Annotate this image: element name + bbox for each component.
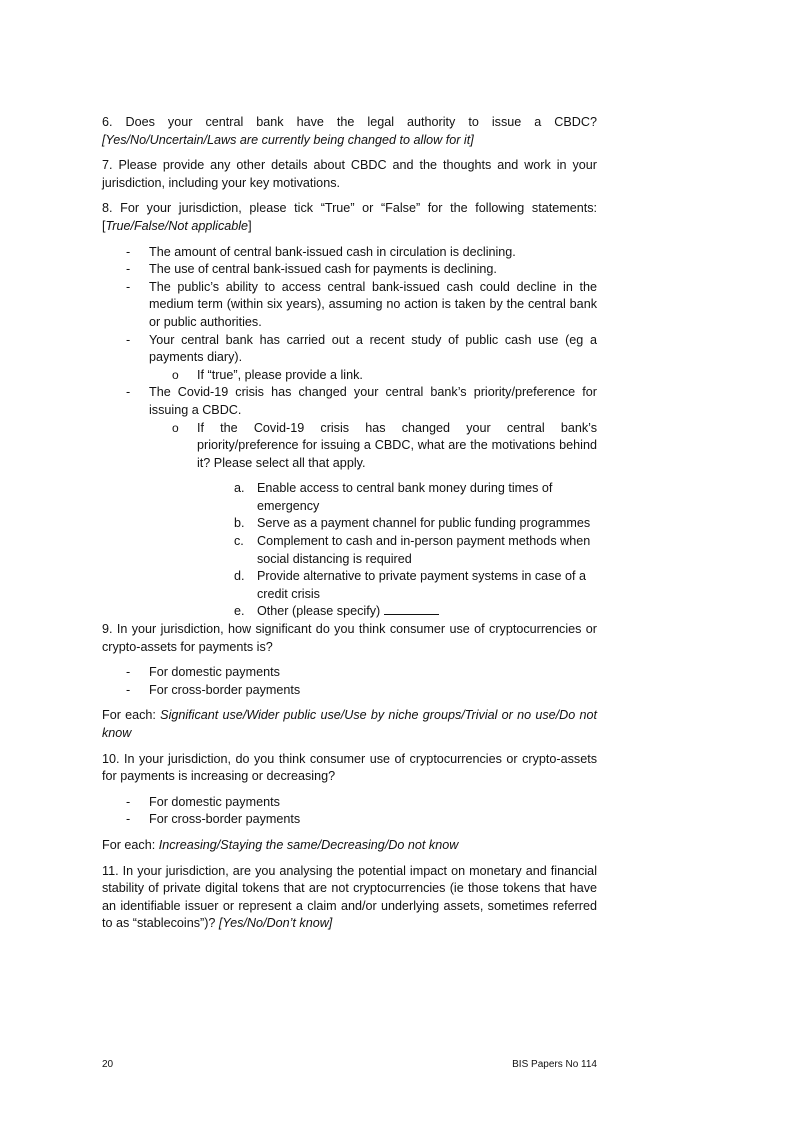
option-text: Enable access to central bank money during times of emergency xyxy=(257,481,553,513)
list-item xyxy=(102,794,597,812)
statement-sublist xyxy=(149,367,597,385)
question-7-text: 7. Please provide any other details about CBDC and the thoughts and work in your jurisdiction, including your key motivations. xyxy=(102,158,597,190)
question-10-for-each xyxy=(102,837,597,855)
question-6-options: [Yes/No/Uncertain/Laws are currently being changed to allow for it] xyxy=(102,132,474,147)
question-8-options-open: [ xyxy=(102,218,106,233)
list-item xyxy=(102,664,597,682)
publication-title: BIS Papers No 114 xyxy=(512,1059,597,1070)
question-8-statements xyxy=(102,244,597,621)
sub-list-item xyxy=(149,420,597,473)
item-text: For cross-border payments xyxy=(149,812,301,827)
sub-list-item xyxy=(149,367,597,385)
for-each-label: For each: xyxy=(102,837,159,852)
question-9 xyxy=(102,621,597,656)
option-text: Other (please specify) xyxy=(257,604,384,619)
for-each-options: Significant use/Wider public use/Use by niche groups/Trivial or no use/Do not know xyxy=(102,708,597,740)
dash-bullet: - xyxy=(126,279,131,294)
list-item xyxy=(102,384,597,621)
motivation-option xyxy=(149,603,597,621)
dash-bullet: - xyxy=(126,682,131,697)
motivation-option xyxy=(149,533,597,568)
option-marker: e. xyxy=(234,604,245,619)
motivation-option xyxy=(149,568,597,603)
list-item xyxy=(102,244,597,262)
question-8-text: 8. For your jurisdiction, please tick “True” or “False” for the following statements: xyxy=(102,201,597,216)
question-8 xyxy=(102,200,597,235)
dash-bullet: - xyxy=(126,665,131,680)
list-item xyxy=(102,332,597,385)
statement-text: The use of central bank-issued cash for payments is declining. xyxy=(149,262,497,277)
item-text: For domestic payments xyxy=(149,794,280,809)
option-text: Serve as a payment channel for public funding programmes xyxy=(257,516,591,531)
dash-bullet: - xyxy=(126,812,131,827)
question-10-items xyxy=(102,794,597,829)
list-item xyxy=(102,261,597,279)
statement-text: The public’s ability to access central bank-issued cash could decline in the medium term (within six years), assuming no action is taken by the central bank or public authorities. xyxy=(149,279,597,329)
option-marker: c. xyxy=(234,534,244,549)
document-body xyxy=(102,114,597,941)
question-11 xyxy=(102,863,597,933)
question-7 xyxy=(102,157,597,192)
dash-bullet: - xyxy=(126,794,131,809)
specify-blank-line[interactable] xyxy=(384,603,439,615)
question-10-text: 10. In your jurisdiction, do you think consumer use of cryptocurrencies or crypto-assets for payments is increasing or decreasing? xyxy=(102,751,597,784)
option-marker: b. xyxy=(234,516,245,531)
circle-bullet: o xyxy=(172,420,179,435)
question-11-text: 11. In your jurisdiction, are you analysing the potential impact on monetary and financial stability of private digital tokens that are not cryptocurrencies (ie those tokens that have an identifiable issuer or represent a claim and/or underlying assets, sometimes referred to as “stablecoins”)? xyxy=(102,863,597,931)
circle-bullet: o xyxy=(172,367,179,382)
item-text: For domestic payments xyxy=(149,665,280,680)
sub-item-text: If the Covid-19 crisis has changed your central bank’s priority/preference for issuing a CBDC, what are the motivations behind it? Please select all that apply. xyxy=(197,420,597,470)
question-8-options-close: ] xyxy=(248,218,252,233)
list-item xyxy=(102,279,597,332)
motivations-list xyxy=(149,480,597,621)
for-each-label: For each: xyxy=(102,708,161,723)
statement-text: The amount of central bank-issued cash in circulation is declining. xyxy=(149,244,516,259)
option-text: Provide alternative to private payment systems in case of a credit crisis xyxy=(257,569,586,601)
question-9-items xyxy=(102,664,597,699)
dash-bullet: - xyxy=(126,332,131,347)
question-10 xyxy=(102,751,597,786)
dash-bullet: - xyxy=(126,244,131,259)
statement-sublist xyxy=(149,420,597,473)
list-item xyxy=(102,682,597,700)
statement-text: The Covid-19 crisis has changed your central bank’s priority/preference for issuing a CBDC. xyxy=(149,385,597,417)
question-6-text: 6. Does your central bank have the legal authority to issue a CBDC? xyxy=(102,115,597,129)
list-item xyxy=(102,811,597,829)
option-text: Complement to cash and in-person payment methods when social distancing is required xyxy=(257,534,591,566)
page-number: 20 xyxy=(102,1059,114,1070)
question-11-options: [Yes/No/Don’t know] xyxy=(218,916,333,931)
sub-item-text: If “true”, please provide a link. xyxy=(197,367,363,382)
motivation-option xyxy=(149,515,597,533)
motivation-option xyxy=(149,480,597,515)
dash-bullet: - xyxy=(126,385,131,400)
option-marker: d. xyxy=(234,569,245,584)
option-marker: a. xyxy=(234,481,245,496)
question-9-for-each xyxy=(102,707,597,742)
statement-text: Your central bank has carried out a recent study of public cash use (eg a payments diary). xyxy=(149,332,597,365)
question-9-text: 9. In your jurisdiction, how significant do you think consumer use of cryptocurrencies or crypto-assets for payments is? xyxy=(102,622,597,654)
for-each-options: Increasing/Staying the same/Decreasing/Do not know xyxy=(158,837,459,852)
item-text: For cross-border payments xyxy=(149,682,301,697)
dash-bullet: - xyxy=(126,262,131,277)
question-8-options: True/False/Not applicable xyxy=(105,218,249,233)
question-6 xyxy=(102,114,597,149)
